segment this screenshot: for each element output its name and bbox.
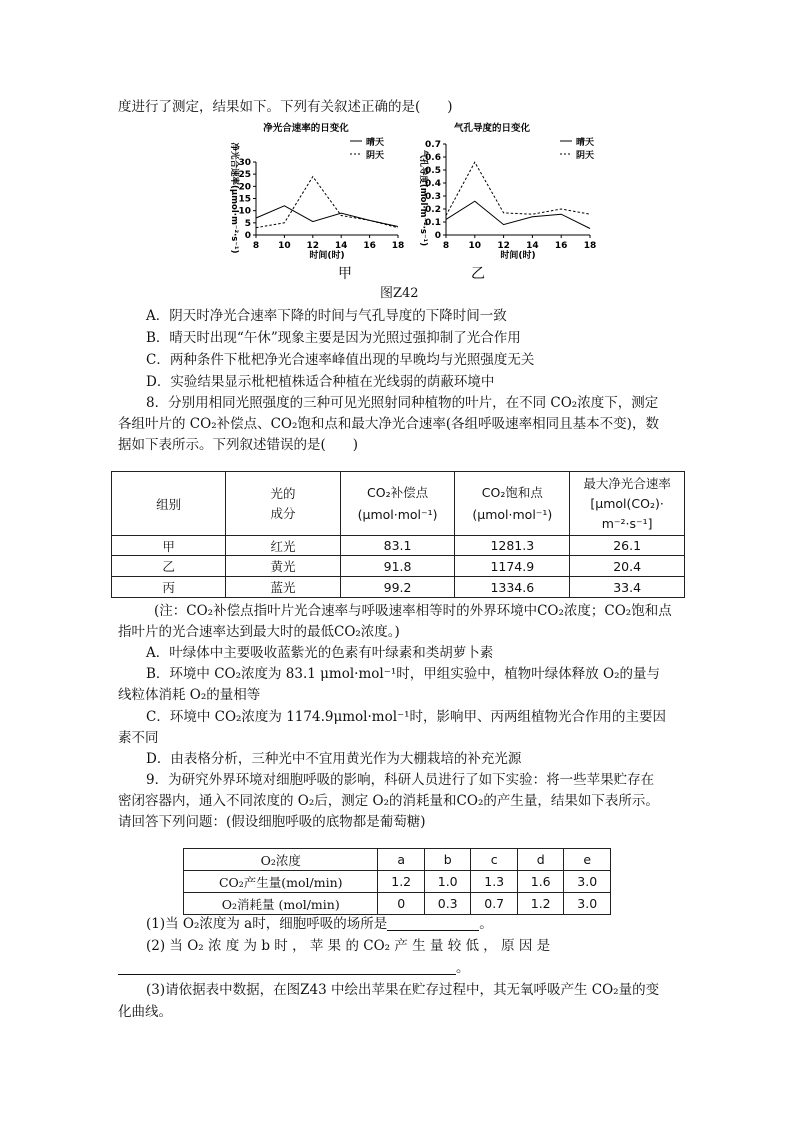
header-saturation: CO₂饱和点 (μmol·mol⁻¹)	[455, 472, 570, 536]
y-tick-label: 0	[244, 231, 251, 241]
series-line-sunny	[446, 201, 590, 228]
header-light: 光的 成分	[226, 472, 340, 536]
x-tick-label: 16	[363, 241, 376, 251]
cell-saturation: 1174.9	[455, 556, 570, 577]
figure-label-jia: 甲	[338, 266, 352, 282]
chart-right-legend-cloudy: 阴天	[576, 151, 595, 161]
q9-sub-3-line-2: 化曲线。	[118, 1004, 172, 1020]
q7-option-d: D．实验结果显示枇杷植株适合种植在光线弱的荫蔽环境中	[146, 374, 495, 390]
q9-line-2: 密闭容器内，通入不同浓度的 O₂后，测定 O₂的消耗量和CO₂的产生量，结果如下表所示。	[118, 793, 659, 809]
series-line-cloudy	[256, 177, 398, 228]
y-tick-label: 10	[238, 206, 251, 217]
cell-compensation: 83.1	[340, 536, 455, 556]
y-tick-label: 0.2	[425, 205, 441, 215]
table-header-row	[184, 849, 611, 871]
q9-line-1: 9．为研究外界环境对细胞呼吸的影响，科研人员进行了如下实验：将一些苹果贮存在	[146, 772, 655, 788]
chart-right	[418, 122, 596, 261]
figure-caption: 图Z42	[380, 286, 419, 301]
chart-left-ylabel: 净光合速率(μmol·m⁻²·s⁻¹)	[229, 142, 239, 254]
chart-right-legend-sunny: 晴天	[576, 138, 595, 148]
cell-value: 0.3	[424, 893, 471, 915]
q9-line-3: 请回答下列问题：(假设细胞呼吸的底物都是葡萄糖)	[118, 814, 426, 830]
chart-left-legend-sunny: 晴天	[366, 138, 385, 148]
y-tick-label: 30	[238, 158, 251, 168]
chart-right-ylabel: 气孔导度(mol·m⁻²·s⁻¹)	[418, 149, 428, 247]
cell-value: 3.0	[564, 893, 611, 915]
cell-light: 蓝光	[226, 577, 340, 598]
cell-compensation: 91.8	[340, 556, 455, 577]
header-d: d	[517, 849, 564, 871]
x-tick-label: 18	[583, 241, 597, 251]
y-tick-label: 0.7	[425, 140, 441, 150]
y-tick-label: 0.5	[425, 166, 441, 176]
cell-max-rate: 33.4	[570, 577, 685, 598]
q9-sub-3-line-1: (3)请依据表中数据，在图Z43 中绘出苹果在贮存过程中，其无氧呼吸产生 CO₂量的变	[146, 982, 660, 998]
table-oxygen	[183, 848, 611, 915]
cell-max-rate: 26.1	[570, 536, 685, 556]
cell-light: 红光	[226, 536, 340, 556]
q7-option-b: B．晴天时出现“午休”现象主要是因为光照过强抑制了光合作用	[146, 330, 521, 346]
cell-value: 1.0	[424, 871, 471, 893]
cell-group: 乙	[112, 556, 226, 577]
y-tick-label: 0.4	[425, 179, 441, 189]
chart-left-title: 净光合速率的日变化	[263, 123, 349, 134]
cell-light: 黄光	[226, 556, 340, 577]
q8-option-b-line-2: 线粒体消耗 O₂的量相等	[118, 687, 261, 703]
x-tick-label: 14	[526, 241, 539, 251]
x-tick-label: 10	[278, 241, 291, 251]
q9-sub-2: (2) 当 O₂ 浓 度 为 b 时 ， 苹 果 的 CO₂ 产 生 量 较 低 ， 原 因 是	[146, 938, 551, 954]
q8-option-b-line-1: B．环境中 CO₂浓度为 83.1 μmol·mol⁻¹时，甲组实验中，植物叶绿体释放 O₂的量与	[146, 666, 661, 682]
cell-saturation: 1281.3	[455, 536, 570, 556]
y-tick-label: 5	[244, 218, 251, 229]
y-tick-label: 0	[434, 231, 441, 241]
note-line-2: 指叶片的光合速率达到最大时的最低CO₂浓度。)	[118, 624, 400, 640]
answer-blank-2[interactable]	[118, 960, 456, 975]
intro-line: 度进行了测定，结果如下。下列有关叙述正确的是( )	[118, 99, 453, 115]
cell-saturation: 1334.6	[455, 577, 570, 598]
header-group: 组别	[112, 472, 226, 536]
y-tick-label: 0.6	[425, 153, 441, 163]
y-tick-label: 0.3	[425, 192, 441, 202]
table-row	[112, 536, 685, 556]
q8-line-1: 8．分别用相同光照强度的三种可见光照射同种植物的叶片，在不同 CO₂浓度下，测定	[146, 395, 659, 411]
cell-value: 1.6	[517, 871, 564, 893]
q7-option-a: A．阴天时净光合速率下降的时间与气孔导度的下降时间一致	[146, 308, 507, 324]
chart-left-xlabel: 时间(时)	[309, 251, 345, 261]
chart-left	[229, 122, 404, 261]
cell-value: 1.2	[378, 871, 425, 893]
header-e: e	[564, 849, 611, 871]
cell-group: 丙	[112, 577, 226, 598]
cell-value: 3.0	[564, 871, 611, 893]
x-tick-label: 14	[334, 241, 348, 251]
row-label: O₂消耗量 (mol/min)	[184, 893, 378, 915]
table-row	[112, 556, 685, 577]
q9-sub-2-answer-line: 。	[118, 958, 470, 978]
note-line-1: (注：CO₂补偿点指叶片光合速率与呼吸速率相等时的外界环境中CO₂浓度；CO₂饱和点	[154, 603, 672, 619]
chart-right-xlabel: 时间(时)	[500, 251, 536, 261]
header-c: c	[471, 849, 518, 871]
header-b: b	[424, 849, 471, 871]
x-tick-label: 10	[468, 241, 482, 251]
cell-value: 1.2	[517, 893, 564, 915]
cell-compensation: 99.2	[340, 577, 455, 598]
x-tick-label: 8	[442, 241, 450, 251]
q8-line-3: 据如下表所示。下列叙述错误的是( )	[118, 437, 359, 453]
table-row	[184, 893, 611, 915]
y-tick-label: 0.1	[425, 218, 441, 228]
q8-option-a: A．叶绿体中主要吸收蓝紫光的色素有叶绿素和类胡萝卜素	[146, 645, 494, 661]
chart-left-legend-cloudy: 阴天	[366, 151, 385, 161]
figure-z42	[222, 120, 612, 282]
table-row	[184, 871, 611, 893]
q8-option-c-line-2: 素不同	[118, 730, 159, 746]
q8-option-d: D．由表格分析，三种光中不宜用黄光作为大棚栽培的补充光源	[146, 751, 522, 767]
row-label: CO₂产生量(mol/min)	[184, 871, 378, 893]
table-light-co2	[111, 471, 685, 598]
series-line-sunny	[256, 206, 398, 227]
q7-option-c: C．两种条件下枇杷净光合速率峰值出现的早晚均与光照强度无关	[146, 352, 535, 368]
cell-value: 1.3	[471, 871, 518, 893]
chart-right-title: 气孔导度的日变化	[453, 123, 531, 134]
figure-label-yi: 乙	[471, 266, 485, 282]
y-tick-label: 15	[238, 194, 251, 205]
y-tick-label: 20	[238, 182, 251, 193]
x-tick-label: 18	[391, 241, 405, 251]
q8-line-2: 各组叶片的 CO₂补偿点、CO₂饱和点和最大净光合速率(各组呼吸速率相同且基本不变)，数	[118, 416, 659, 432]
table-row	[112, 577, 685, 598]
series-line-cloudy	[446, 162, 590, 215]
table-header-row	[112, 472, 685, 536]
cell-group: 甲	[112, 536, 226, 556]
answer-blank-1[interactable]	[387, 916, 479, 931]
cell-value: 0	[378, 893, 425, 915]
header-o2: O₂浓度	[184, 849, 378, 871]
q8-option-c-line-1: C．环境中 CO₂浓度为 1174.9μmol·mol⁻¹时，影响甲、丙两组植物光合作用的主要因	[146, 709, 667, 725]
x-tick-label: 12	[497, 241, 510, 251]
y-tick-label: 25	[238, 170, 251, 181]
cell-max-rate: 20.4	[570, 556, 685, 577]
q9-sub-1: (1)当 O₂浓度为 a时，细胞呼吸的场所是 。	[146, 916, 493, 932]
x-tick-label: 16	[554, 241, 568, 251]
header-max-rate: 最大净光合速率 [μmol(CO₂)· m⁻²·s⁻¹]	[570, 472, 685, 536]
x-tick-label: 8	[252, 241, 260, 251]
x-tick-label: 12	[306, 241, 320, 251]
header-compensation: CO₂补偿点 (μmol·mol⁻¹)	[340, 472, 455, 536]
header-a: a	[378, 849, 425, 871]
cell-value: 0.7	[471, 893, 518, 915]
